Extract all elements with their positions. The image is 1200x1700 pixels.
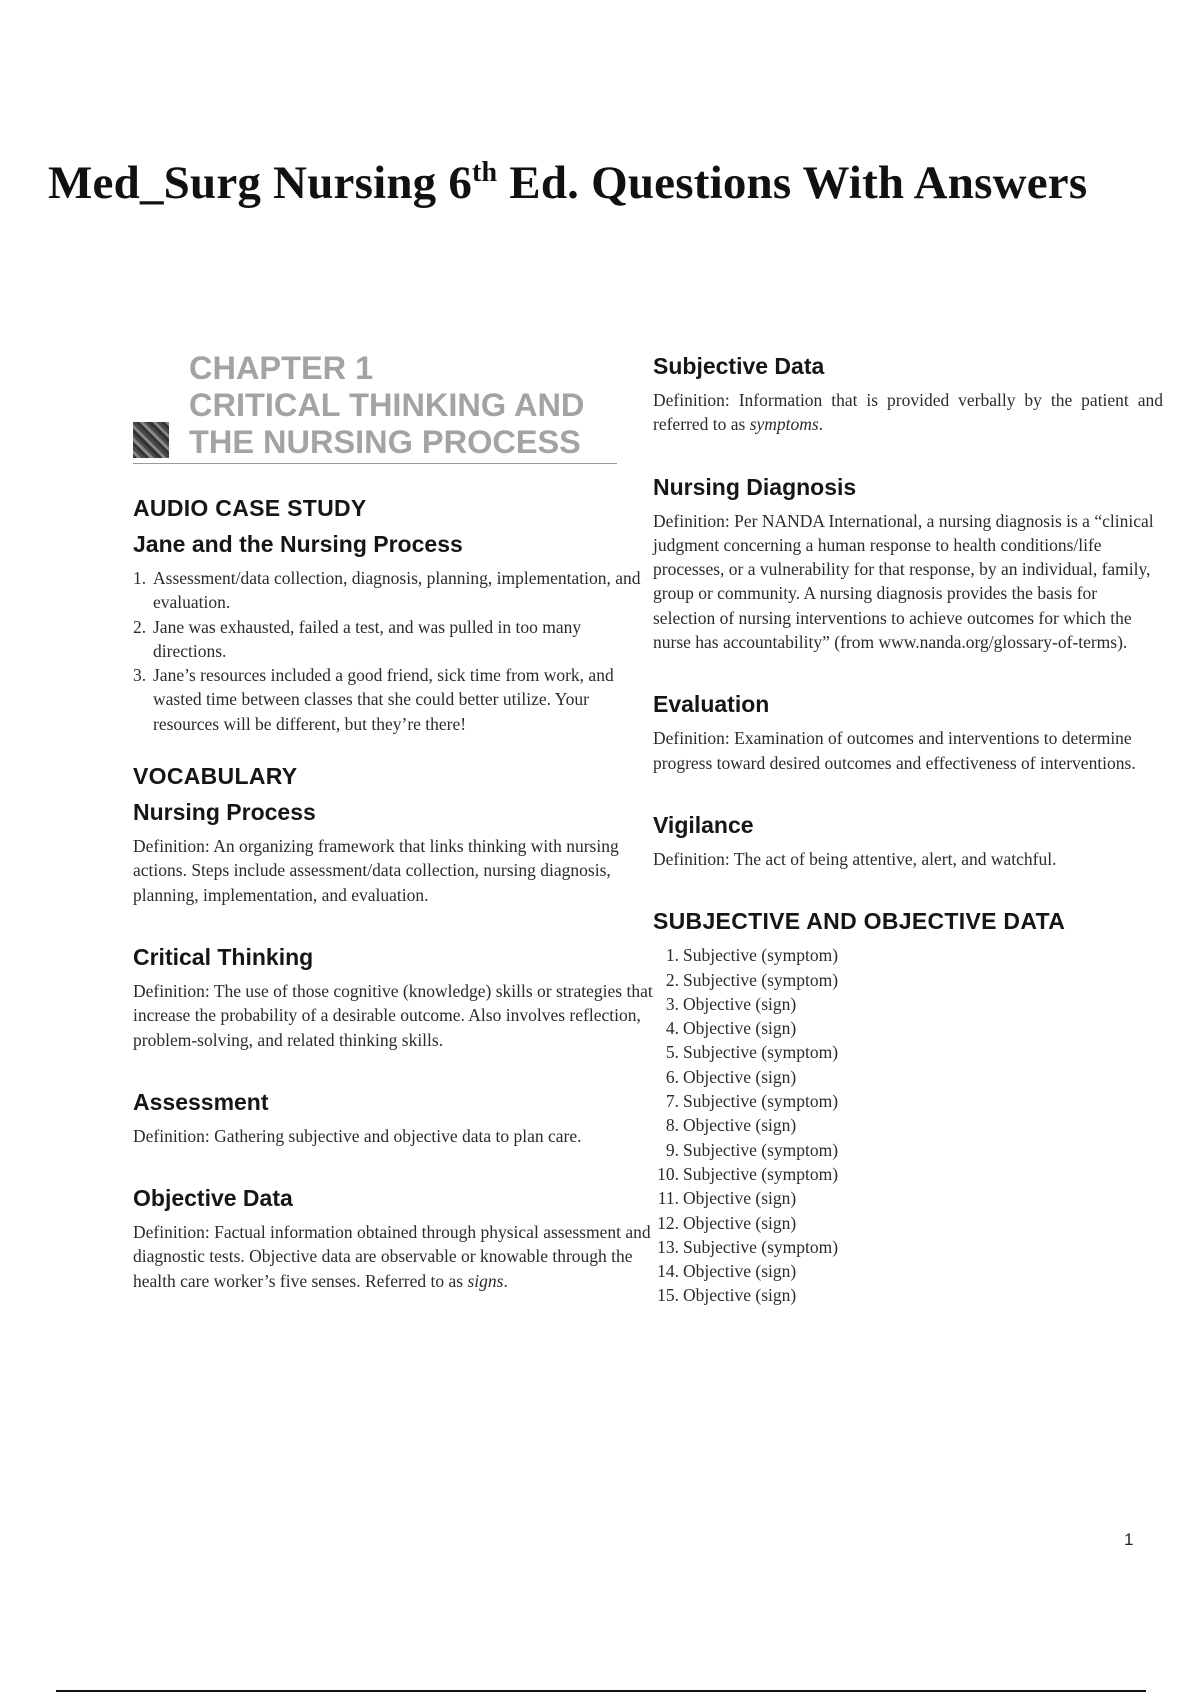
chapter-divider [133, 463, 617, 464]
title-suffix: Ed. Questions With Answers [497, 157, 1088, 209]
chapter-marker-icon [133, 422, 169, 458]
list-item: 15. Objective (sign) [657, 1285, 797, 1306]
term-nursing-diagnosis: Nursing Diagnosis [653, 473, 857, 500]
chapter-number: CHAPTER 1 [189, 350, 374, 386]
vocabulary-heading: VOCABULARY [133, 763, 298, 790]
list-item: 10. Subjective (symptom) [657, 1163, 839, 1184]
title-superscript: th [472, 157, 498, 188]
list-item: 1. Assessment/data collection, diagnosis, planning, implementation, and evaluation. [133, 568, 641, 613]
list-item: 7. Subjective (symptom) [665, 1091, 839, 1112]
page-number: 1 [1124, 1530, 1134, 1549]
left-column [133, 350, 653, 1293]
definition-critical-thinking: Definition: The use of those cognitive (knowledge) skills or strategies that increase the probability of a desirable outcome. Also involves reflection, problem-solving, and related thinking skills. [133, 980, 653, 1050]
definition-objective-data: Definition: Factual information obtained through physical assessment and diagnostic tests. Objective data are observable or knowable through the health care worker’s five senses. Referred to as signs. [133, 1222, 651, 1291]
list-item: 3. Jane’s resources included a good friend, sick time from work, and wasted time between classes that she could better utilize. Your resources will be different, but they’re there! [133, 665, 614, 734]
definition-nursing-process: Definition: An organizing framework that links thinking with nursing actions. Steps include assessment/data collection, nursing diagnosis, planning, implementation, and evaluation. [133, 836, 619, 905]
list-item: 2. Jane was exhausted, failed a test, and was pulled in too many directions. [133, 616, 582, 661]
chapter-title-line-2: THE NURSING PROCESS [189, 424, 581, 460]
list-item: 2. Subjective (symptom) [665, 969, 839, 990]
subjective-objective-list [653, 943, 1163, 1307]
list-item: 3. Objective (sign) [665, 993, 797, 1014]
audio-case-study-heading: AUDIO CASE STUDY [133, 495, 367, 521]
term-objective-data: Objective Data [133, 1185, 293, 1212]
list-item: 12. Objective (sign) [657, 1212, 797, 1233]
term-vigilance: Vigilance [653, 811, 754, 838]
list-item: 14. Objective (sign) [657, 1261, 797, 1282]
list-item: 1. Subjective (symptom) [665, 945, 839, 966]
chapter-header [133, 350, 653, 461]
definition-vigilance: Definition: The act of being attentive, alert, and watchful. [653, 848, 1057, 869]
term-nursing-process: Nursing Process [133, 799, 316, 826]
definition-evaluation: Definition: Examination of outcomes and interventions to determine progress toward desired outcomes and effectiveness of interventions. [653, 728, 1136, 773]
footer-divider [56, 1690, 1146, 1692]
list-item: 13. Subjective (symptom) [657, 1236, 839, 1257]
chapter-title-line-1: CRITICAL THINKING AND [189, 387, 585, 423]
document-title [48, 156, 1087, 210]
definition-subjective-data: Definition: Information that is provided verbally by the patient and referred to as symptoms. [653, 390, 1163, 435]
term-assessment: Assessment [133, 1088, 269, 1115]
right-column [653, 350, 1163, 1308]
list-item: 8. Objective (sign) [665, 1115, 797, 1136]
list-item: 5. Subjective (symptom) [665, 1042, 839, 1063]
title-prefix: Med_Surg Nursing 6 [48, 157, 473, 209]
definition-assessment: Definition: Gathering subjective and objective data to plan care. [133, 1125, 582, 1146]
list-item: 11. Objective (sign) [657, 1188, 797, 1209]
term-evaluation: Evaluation [653, 691, 770, 718]
definition-nursing-diagnosis: Definition: Per NANDA International, a nursing diagnosis is a “clinical judgment concerning a human response to health conditions/life processes, or a vulnerability for that response, by an individual, family, group or community. A nursing diagnosis provides the basis for selection of nursing interventions to achieve outcomes for which the nurse has accountability” (from www.nanda.org/glossary-of-terms). [653, 510, 1154, 653]
list-item: 4. Objective (sign) [665, 1018, 797, 1039]
case-study-list [133, 566, 653, 736]
subjective-objective-heading: SUBJECTIVE AND OBJECTIVE DATA [653, 908, 1066, 935]
case-study-title: Jane and the Nursing Process [133, 531, 463, 557]
term-subjective-data: Subjective Data [653, 353, 825, 379]
list-item: 9. Subjective (symptom) [665, 1139, 839, 1160]
list-item: 6. Objective (sign) [665, 1066, 797, 1087]
term-critical-thinking: Critical Thinking [133, 943, 314, 970]
